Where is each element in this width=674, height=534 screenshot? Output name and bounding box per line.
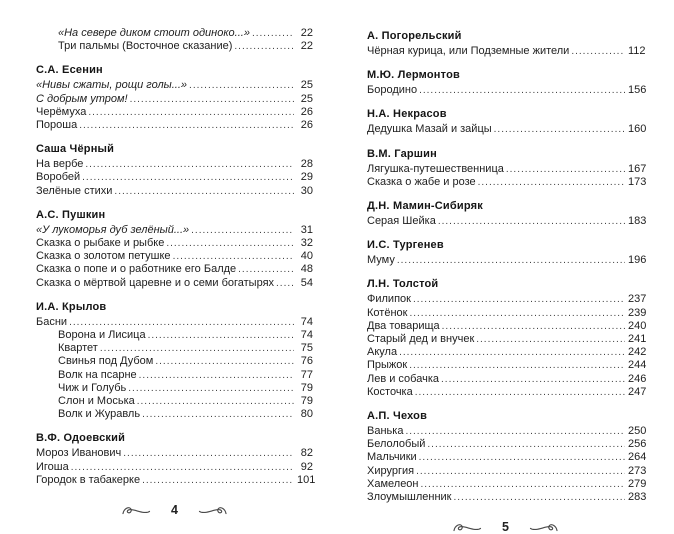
- dot-leader: [139, 369, 294, 382]
- entry-page-number: 54: [300, 276, 313, 289]
- toc-entry: [367, 215, 647, 228]
- toc-section: [36, 27, 313, 53]
- entry-page-number: 183: [628, 215, 647, 228]
- entry-page-number: 279: [628, 477, 647, 490]
- toc-entry: [367, 464, 647, 478]
- dot-leader: [79, 119, 294, 132]
- dot-leader: [476, 333, 625, 346]
- author-heading: А.С. Пушкин: [36, 208, 106, 221]
- entry-page-number: 92: [300, 460, 313, 473]
- author-heading: С.А. Есенин: [36, 64, 103, 77]
- entry-title: Ворона и Лисица: [58, 329, 146, 342]
- entry-page-number: 160: [628, 123, 647, 136]
- entry-title: Косточка: [367, 385, 413, 398]
- toc-entry: [367, 45, 644, 58]
- toc-entry: [36, 461, 313, 474]
- page-footer: [367, 512, 644, 534]
- dot-leader: [438, 215, 625, 228]
- dot-leader: [413, 293, 625, 306]
- entry-title: Акула: [367, 346, 398, 359]
- entry-title: Злоумышленник: [367, 491, 452, 504]
- entry-page-number: 25: [300, 92, 313, 105]
- dot-leader: [142, 408, 294, 421]
- dot-leader: [252, 27, 294, 40]
- dot-leader: [405, 425, 625, 438]
- dot-leader: [234, 40, 294, 53]
- folio-number: 5: [502, 520, 509, 534]
- entry-page-number: 77: [300, 368, 313, 381]
- author-heading: Н.А. Некрасов: [367, 108, 447, 121]
- dot-leader: [419, 84, 625, 97]
- dot-leader: [123, 447, 294, 460]
- entry-page-number: 196: [628, 254, 647, 267]
- entry-page-number: 30: [300, 184, 313, 197]
- entry-title: «У лукоморья дуб зелёный...»: [36, 223, 190, 236]
- toc-entry: [36, 473, 316, 487]
- entry-title: Муму: [367, 254, 395, 267]
- dot-leader: [130, 93, 294, 106]
- toc-entry: [36, 342, 313, 355]
- entry-title: Хамелеон: [367, 477, 419, 490]
- toc-entry: [36, 263, 313, 276]
- dot-leader: [100, 342, 294, 355]
- swirl-left-icon: [121, 504, 151, 517]
- swirl-left-icon: [452, 521, 482, 534]
- toc-entry: [36, 171, 313, 184]
- entry-title: Белолобый: [367, 438, 426, 451]
- dot-leader: [427, 438, 625, 451]
- author-heading: А. Погорельский: [367, 30, 462, 42]
- entry-title: С добрым утром!: [36, 92, 128, 105]
- author-heading: А.П. Чехов: [367, 410, 428, 423]
- toc-entry: [36, 79, 313, 92]
- dot-leader: [155, 355, 294, 368]
- toc-entry: [36, 237, 313, 250]
- toc-page-5: [367, 27, 647, 534]
- dot-leader: [142, 474, 294, 487]
- entry-page-number: 112: [628, 45, 646, 57]
- entry-page-number: 239: [628, 306, 647, 319]
- dot-leader: [478, 176, 625, 189]
- author-heading: И.А. Крылов: [36, 300, 107, 313]
- toc-section: [367, 105, 647, 136]
- entry-title: Игоша: [36, 460, 69, 473]
- entry-page-number: 156: [628, 84, 647, 97]
- toc-section: [36, 429, 316, 487]
- entry-title: Серая Шейка: [367, 215, 436, 228]
- entry-title: Хирургия: [367, 464, 415, 477]
- entry-page-number: 76: [300, 355, 313, 368]
- entry-title: Старый дед и внучек: [367, 333, 475, 346]
- dot-leader: [397, 254, 625, 267]
- dot-leader: [191, 224, 294, 237]
- entry-page-number: 247: [628, 385, 647, 398]
- dot-leader: [71, 461, 294, 474]
- entry-page-number: 264: [628, 451, 647, 464]
- entry-page-number: 82: [300, 447, 313, 460]
- toc-section: [36, 206, 313, 290]
- dot-leader: [399, 346, 625, 359]
- dot-leader: [69, 316, 294, 329]
- entry-title: Слон и Моська: [58, 395, 135, 408]
- toc-entry: [367, 477, 647, 491]
- author-heading: Саша Чёрный: [36, 143, 115, 156]
- toc-entry: [36, 119, 313, 132]
- toc-entry: [36, 158, 313, 171]
- entry-page-number: 40: [300, 250, 313, 263]
- toc-entry: [367, 123, 647, 136]
- entry-title: Два товарища: [367, 319, 440, 332]
- entry-page-number: 32: [300, 237, 313, 250]
- toc-entry: [36, 27, 313, 40]
- entry-title: Сказка о мёртвой царевне и о семи богатырях: [36, 276, 275, 289]
- toc-entry: [367, 346, 647, 359]
- toc-entry: [367, 425, 647, 438]
- toc-entry: [36, 316, 313, 329]
- toc-entry: [36, 106, 313, 119]
- entry-title: Воробей: [36, 171, 81, 184]
- entry-title: Три пальмы (Восточное сказание): [58, 40, 233, 53]
- dot-leader: [441, 373, 625, 386]
- toc-entry: [367, 372, 647, 386]
- dot-leader: [166, 237, 294, 250]
- author-heading: Л.Н. Толстой: [367, 278, 439, 291]
- toc-entry: [367, 254, 647, 267]
- dot-leader: [114, 185, 294, 198]
- toc-entry: [36, 382, 313, 395]
- entry-page-number: 79: [300, 381, 313, 394]
- entry-page-number: 79: [300, 395, 313, 408]
- entry-page-number: 29: [300, 171, 313, 184]
- toc-section: [36, 298, 313, 422]
- swirl-right-icon: [198, 504, 228, 517]
- toc-section: [36, 61, 313, 132]
- toc-section: [367, 197, 647, 228]
- entry-page-number: 75: [300, 342, 313, 355]
- entry-page-number: 26: [300, 119, 313, 132]
- dot-leader: [238, 263, 294, 276]
- entry-title: Зелёные стихи: [36, 184, 113, 197]
- dot-leader: [415, 386, 625, 399]
- dot-leader: [419, 451, 625, 464]
- dot-leader: [494, 123, 625, 136]
- toc-entry: [36, 277, 313, 290]
- toc-entry: [36, 355, 313, 368]
- toc-section: [367, 275, 647, 399]
- entry-page-number: 31: [300, 223, 313, 236]
- dot-leader: [409, 307, 625, 320]
- toc-section: [367, 27, 644, 58]
- dot-leader: [85, 158, 294, 171]
- toc-entry: [36, 224, 313, 237]
- entry-page-number: 74: [300, 329, 313, 342]
- toc-entry: [36, 329, 313, 342]
- toc-entry: [367, 306, 647, 320]
- dot-leader: [454, 491, 626, 504]
- entry-title: Ванька: [367, 425, 404, 438]
- dot-leader: [442, 320, 625, 333]
- dot-leader: [137, 395, 294, 408]
- entry-page-number: 246: [628, 372, 647, 385]
- toc-section: [367, 145, 647, 189]
- toc-entry: [367, 359, 647, 372]
- entry-page-number: 25: [300, 79, 313, 92]
- author-heading: М.Ю. Лермонтов: [367, 69, 460, 82]
- dot-leader: [82, 171, 294, 184]
- toc-entry: [367, 319, 647, 333]
- toc-section: [367, 236, 647, 267]
- entry-title: Сказка о жабе и розе: [367, 175, 476, 188]
- entry-page-number: 48: [300, 263, 313, 276]
- entry-page-number: 283: [628, 491, 647, 504]
- entry-page-number: 167: [628, 162, 647, 175]
- entry-page-number: 26: [300, 105, 313, 118]
- author-heading: В.Ф. Одоевский: [36, 432, 126, 445]
- toc-entry: [36, 93, 313, 106]
- entry-title: Дедушка Мазай и зайцы: [367, 123, 492, 136]
- toc-entry: [367, 385, 647, 399]
- entry-title: Лев и собачка: [367, 372, 440, 385]
- dot-leader: [276, 277, 294, 290]
- entry-page-number: 256: [628, 438, 647, 451]
- toc-entry: [367, 491, 647, 504]
- entry-title: Басни: [36, 315, 68, 328]
- entry-title: «Нивы сжаты, рощи голы...»: [36, 79, 188, 92]
- entry-page-number: 244: [628, 359, 647, 372]
- toc-entry: [367, 333, 647, 346]
- entry-title: Чёрная курица, или Подземные жители: [367, 45, 570, 57]
- entry-title: Пороша: [36, 119, 78, 132]
- entry-title: Мороз Иванович: [36, 447, 122, 460]
- entry-title: Филипок: [367, 293, 411, 306]
- toc-entry: [36, 408, 313, 421]
- toc-entry: [367, 451, 647, 464]
- entry-title: Сказка о золотом петушке: [36, 250, 171, 263]
- author-heading: В.М. Гаршин: [367, 147, 437, 160]
- toc-page-4: [36, 27, 316, 518]
- entry-title: Котёнок: [367, 306, 408, 319]
- author-heading: И.С. Тургенев: [367, 239, 444, 252]
- entry-title: Сказка о попе и о работнике его Балде: [36, 263, 237, 276]
- dot-leader: [416, 465, 625, 478]
- toc-entry: [367, 175, 647, 189]
- toc-section: [36, 140, 313, 198]
- entry-title: Мальчики: [367, 451, 417, 464]
- entry-title: Лягушка-путешественница: [367, 162, 504, 175]
- dot-leader: [506, 163, 625, 176]
- author-heading: Д.Н. Мамин-Сибиряк: [367, 200, 483, 213]
- entry-title: Свинья под Дубом: [58, 355, 154, 368]
- dot-leader: [409, 359, 625, 372]
- entry-title: Прыжок: [367, 359, 408, 372]
- toc-entry: [36, 369, 313, 382]
- entry-page-number: 242: [628, 346, 647, 359]
- entry-page-number: 74: [300, 315, 313, 328]
- entry-title: Волк на псарне: [58, 368, 137, 381]
- toc-entry: [36, 447, 313, 460]
- entry-page-number: 250: [628, 425, 647, 438]
- entry-title: Квартет: [58, 342, 98, 355]
- dot-leader: [173, 250, 294, 263]
- entry-page-number: 22: [300, 40, 313, 53]
- entry-page-number: 273: [628, 464, 647, 477]
- entry-title: Сказка о рыбаке и рыбке: [36, 237, 165, 250]
- entry-page-number: 101: [297, 473, 316, 486]
- entry-title: Черёмуха: [36, 105, 87, 118]
- entry-page-number: 22: [300, 27, 313, 39]
- dot-leader: [148, 329, 294, 342]
- folio-number: 4: [171, 503, 178, 518]
- entry-title: Городок в табакерке: [36, 473, 141, 486]
- toc-section: [367, 407, 647, 504]
- toc-entry: [367, 438, 647, 451]
- entry-title: Волк и Журавль: [58, 408, 141, 421]
- dot-leader: [571, 45, 625, 58]
- dot-leader: [189, 79, 294, 92]
- entry-title: «На севере диком стоит одиноко...»: [58, 27, 250, 39]
- swirl-right-icon: [529, 521, 559, 534]
- toc-section: [367, 66, 647, 97]
- entry-title: Чиж и Голубь: [58, 381, 127, 394]
- toc-entry: [36, 250, 313, 263]
- toc-entry: [36, 395, 313, 408]
- entry-page-number: 237: [628, 293, 647, 306]
- entry-title: На вербе: [36, 158, 84, 171]
- toc-entry: [367, 162, 647, 176]
- dot-leader: [88, 106, 294, 119]
- dot-leader: [128, 382, 294, 395]
- toc-entry: [36, 185, 313, 198]
- entry-page-number: 173: [628, 175, 647, 188]
- entry-page-number: 80: [300, 408, 313, 421]
- dot-leader: [421, 478, 626, 491]
- entry-title: Бородино: [367, 84, 418, 97]
- toc-entry: [36, 40, 313, 53]
- page-footer: [36, 495, 313, 517]
- toc-entry: [367, 293, 647, 306]
- entry-page-number: 240: [628, 319, 647, 332]
- entry-page-number: 241: [628, 333, 647, 346]
- entry-page-number: 28: [300, 158, 313, 171]
- toc-entry: [367, 84, 647, 97]
